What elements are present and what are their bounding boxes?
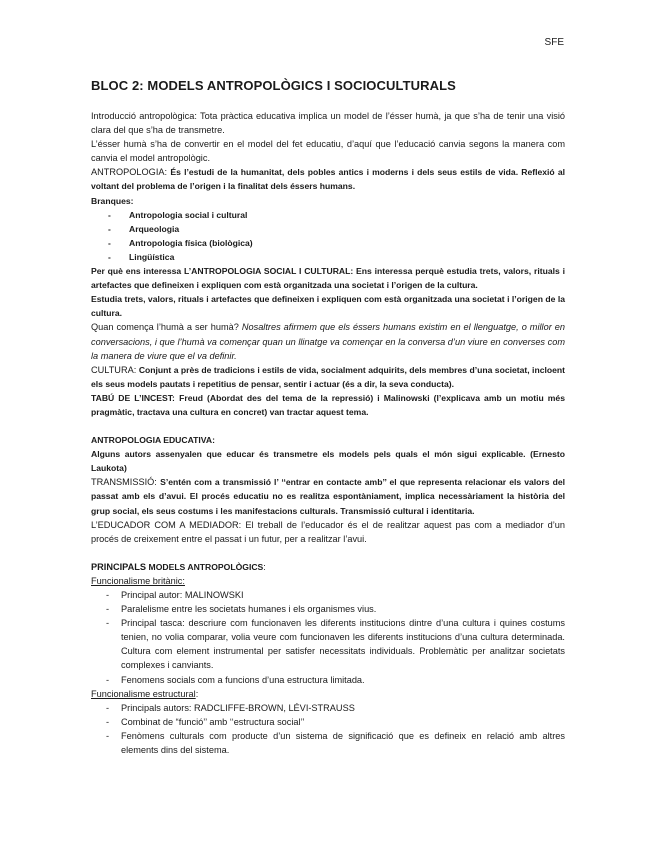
document-body	[91, 109, 565, 757]
tabu-paragraph	[91, 391, 565, 419]
func-britanic-title: Funcionalisme britànic:	[91, 575, 185, 586]
list-item: - Fenòmens culturals com producte d’un sistema de significació que es defineix en relació amb altres elements dins del sistema.	[91, 729, 565, 757]
list-item: - Combinat de “funció’’ amb ‘‘estructura social’’	[91, 715, 565, 729]
antropologia-definition: És l’estudi de la humanitat, dels pobles antics i moderns i dels seus estils de vida. Reflexió al voltant del problema de l’origen i la finalitat dels éssers humans.	[91, 167, 565, 192]
educativa-heading: ANTROPOLOGIA EDUCATIVA:	[91, 435, 215, 446]
mediador-text: El treball de l’educador és el de realitzar aquest pas com a mediador d’un procés de creixement entre el passat i un futur, per a realitzar l’avui.	[91, 519, 565, 544]
principals-heading-a: PRINCIPALS	[91, 561, 146, 572]
intro-paragraph-1: Introducció antropològica: Tota pràctica educativa implica un model de l’ésser humà, ja que s’ha de tenir una visió clara del que s’ha de transmetre.	[91, 111, 565, 136]
cultura-paragraph	[91, 363, 565, 391]
huma-paragraph	[91, 320, 565, 362]
func-estructural-heading	[91, 687, 565, 701]
list-item: - Principal tasca: descriure com funcionaven les diferents institucions dintre d’una cultura i quines costums tenien, no volia comparar, volia veure com funcionaven les diferents institucions d’una cultura determinada. Cultura com element instrumental per satisfer necessitats individuals. Problemàtic per analitzar societats complexes i canviants.	[91, 616, 565, 672]
func-estructural-list	[91, 701, 565, 757]
educativa-paragraph-1: Alguns autors assenyalen que educar és transmetre els models pels quals el món sigui explicable. (Ernesto Laukota)	[91, 449, 565, 474]
list-item: - Paralelisme entre les societats humanes i els organismes vius.	[91, 602, 565, 616]
antropologia-paragraph	[91, 165, 565, 193]
list-item: - Fenomens socials com a funcions d’una estructura limitada.	[91, 673, 565, 687]
tabu-label: TABÚ DE L’INCEST:	[91, 392, 175, 403]
cultura-label: CULTURA:	[91, 364, 137, 375]
branques-list	[91, 208, 565, 264]
huma-question: Quan comença l’humà a ser humà?	[91, 322, 239, 333]
intro-paragraph-2: L’ésser humà s’ha de convertir en el model del fet educatiu, d’aquí que l’educació canvia segons la manera com canvia el model antropològic.	[91, 139, 565, 164]
list-item: - Principals autors: RADCLIFFE-BROWN, LÉVI-STRAUSS	[91, 701, 565, 715]
func-estructural-title: Funcionalisme estructural	[91, 688, 196, 699]
interes-paragraph-2: Estudia trets, valors, rituals i artefactes que defineixen i expliquen com està organitzada una societat i l’origen de la cultura.	[91, 294, 565, 319]
interes-paragraph: Per què ens interessa L’ANTROPOLOGIA SOCIAL I CULTURAL: Ens interessa perquè estudia trets, valors, rituals i artefactes que defineixen i expliquen com està organitzada una societat i l’origen de la cultura.	[91, 266, 565, 291]
huma-answer: Nosaltres afirmem que els éssers humans existim en el llenguatge, o millor en conversacions, i que l’humà va començar quan un llinatge va començar en la conversa d’un viure en converses com la manera de viure que el va definir.	[91, 322, 565, 361]
principals-heading-c: :	[263, 561, 266, 572]
transmissio-text: S’entén com a transmissió l’ ‘‘entrar en contacte amb’’ el que representa relacionar els valors del passat amb els d’avui. El procés educatiu no es realitza espontàniament, implica necessàriament la història del grup social, els seus costums i les manifestacions culturals. Transmissió cultural i identitaria.	[91, 477, 565, 516]
header-label: SFE	[544, 37, 564, 48]
list-item: - Antropologia física (biològica)	[91, 236, 565, 250]
transmissio-label: TRANSMISSIÓ:	[91, 477, 157, 488]
func-britanic-list	[91, 588, 565, 687]
mediador-paragraph	[91, 518, 565, 546]
principals-heading	[91, 560, 565, 574]
list-item: - Arqueologia	[91, 222, 565, 236]
tabu-text: Freud (Abordat des del tema de la repressió) i Malinowski (l’explicava amb un motiu més pragmàtic, tractava una cultura en concret) van tractar aquest tema.	[91, 392, 565, 417]
antropologia-label: ANTROPOLOGIA:	[91, 167, 168, 178]
branques-label: Branques:	[91, 195, 134, 206]
transmissio-paragraph	[91, 475, 565, 517]
list-item: - Principal autor: MALINOWSKI	[91, 588, 565, 602]
list-item: - Lingüística	[91, 250, 565, 264]
cultura-text: Conjunt a près de tradicions i estils de vida, socialment adquirits, dels membres d’una societat, incloent els seus models pautats i repetitius de pensar, sentir i actuar (és a dir, la seva conducta).	[91, 364, 565, 389]
principals-heading-b: MODELS ANTROPOLÒGICS	[148, 561, 264, 572]
list-item: - Antropologia social i cultural	[91, 208, 565, 222]
func-estructural-suffix: :	[195, 688, 199, 699]
mediador-label: L’EDUCADOR COM A MEDIADOR:	[91, 519, 242, 530]
page-title: BLOC 2: MODELS ANTROPOLÒGICS I SOCIOCULTURALS	[91, 78, 456, 93]
